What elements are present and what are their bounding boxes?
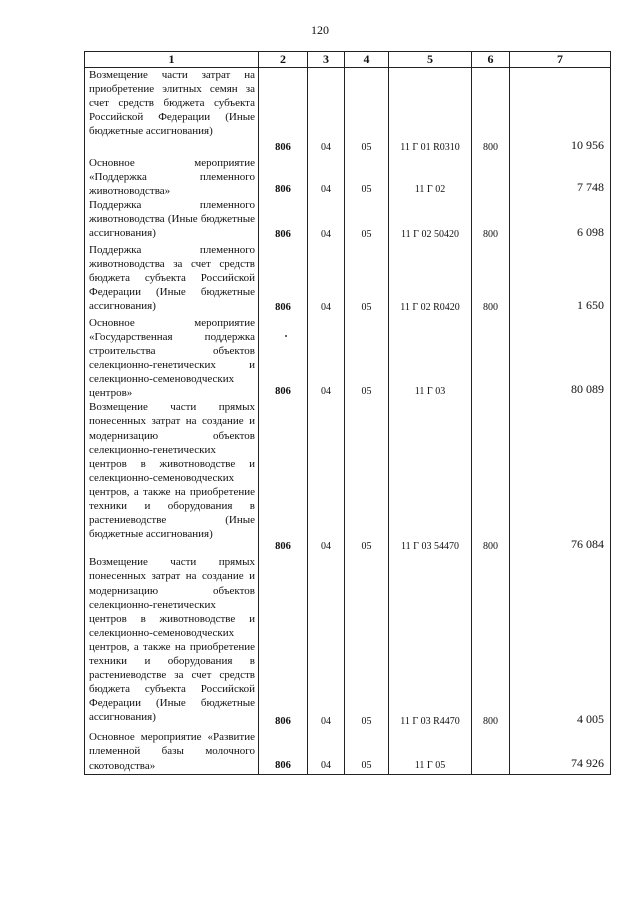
table-row xyxy=(85,555,611,730)
header-row xyxy=(85,52,611,68)
header-col-6: 6 xyxy=(472,52,510,68)
row-expense-type xyxy=(472,316,510,401)
row-subsection-code: 05 xyxy=(345,68,389,156)
row-subsection-code: 05 xyxy=(345,243,389,316)
row-expense-type xyxy=(472,730,510,774)
row-amount: 76 084 xyxy=(510,400,611,555)
row-name: Основное мероприятие «Поддержка племенного животноводства» xyxy=(85,156,259,198)
row-subsection-code: 05 xyxy=(345,198,389,243)
scan-speck xyxy=(285,335,287,337)
row-name: Возмещение части затрат на приобретение элитных семян за счет средств бюджета субъекта Российской Федерации (Иные бюджетные ассигнования) xyxy=(85,68,259,156)
row-ministry-code: 806 xyxy=(259,156,308,198)
row-target-code: 11 Г 02 xyxy=(389,156,472,198)
row-expense-type: 800 xyxy=(472,243,510,316)
row-ministry-code: 806 xyxy=(259,316,308,401)
row-name: Основное мероприятие «Государственная поддержка строительства объектов селекционно-генетических и селекционно-семеноводческих центров» xyxy=(85,316,259,401)
row-amount: 7 748 xyxy=(510,156,611,198)
row-ministry-code: 806 xyxy=(259,730,308,774)
row-expense-type: 800 xyxy=(472,68,510,156)
row-subsection-code: 05 xyxy=(345,156,389,198)
row-ministry-code: 806 xyxy=(259,400,308,555)
row-name: Основное мероприятие «Развитие племенной базы молочного скотоводства» xyxy=(85,730,259,774)
row-amount: 6 098 xyxy=(510,198,611,243)
row-subsection-code: 05 xyxy=(345,316,389,401)
row-ministry-code: 806 xyxy=(259,555,308,730)
row-name: Возмещение части прямых понесенных затрат на создание и модернизацию объектов селекционно-генетических центров в животноводстве и селекционно-семеноводческих центров, а также на приобретение техники и оборудования в растениеводстве (Иные бюджетные ассигнования) xyxy=(85,400,259,555)
table-row xyxy=(85,68,611,156)
row-amount: 4 005 xyxy=(510,555,611,730)
row-section-code: 04 xyxy=(308,198,345,243)
row-section-code: 04 xyxy=(308,555,345,730)
row-subsection-code: 05 xyxy=(345,400,389,555)
row-section-code: 04 xyxy=(308,243,345,316)
row-expense-type: 800 xyxy=(472,400,510,555)
row-target-code: 11 Г 02 50420 xyxy=(389,198,472,243)
row-amount: 80 089 xyxy=(510,316,611,401)
page-number: 120 xyxy=(311,23,329,37)
header-col-5: 5 xyxy=(389,52,472,68)
budget-table xyxy=(84,51,611,775)
header-col-1: 1 xyxy=(85,52,259,68)
row-section-code: 04 xyxy=(308,156,345,198)
row-amount: 1 650 xyxy=(510,243,611,316)
header-col-3: 3 xyxy=(308,52,345,68)
row-target-code: 11 Г 01 R0310 xyxy=(389,68,472,156)
row-ministry-code: 806 xyxy=(259,198,308,243)
table-row xyxy=(85,316,611,401)
row-target-code: 11 Г 05 xyxy=(389,730,472,774)
table-row xyxy=(85,156,611,198)
row-amount: 74 926 xyxy=(510,730,611,774)
row-ministry-code: 806 xyxy=(259,243,308,316)
row-amount: 10 956 xyxy=(510,68,611,156)
row-subsection-code: 05 xyxy=(345,555,389,730)
row-expense-type xyxy=(472,156,510,198)
row-name: Поддержка племенного животноводства (Иные бюджетные ассигнования) xyxy=(85,198,259,243)
row-name: Возмещение части прямых понесенных затрат на создание и модернизацию объектов селекционно-генетических центров в животноводстве и селекционно-семеноводческих центров, а также на приобретение техники и оборудования в растениеводстве за счет средств бюджета субъекта Российской Федерации (Иные бюджетные ассигнования) xyxy=(85,555,259,730)
header-col-7: 7 xyxy=(510,52,611,68)
header-col-2: 2 xyxy=(259,52,308,68)
row-subsection-code: 05 xyxy=(345,730,389,774)
row-target-code: 11 Г 03 54470 xyxy=(389,400,472,555)
row-expense-type: 800 xyxy=(472,198,510,243)
table-row xyxy=(85,198,611,243)
row-target-code: 11 Г 02 R0420 xyxy=(389,243,472,316)
row-expense-type: 800 xyxy=(472,555,510,730)
row-ministry-code: 806 xyxy=(259,68,308,156)
header-col-4: 4 xyxy=(345,52,389,68)
table-row xyxy=(85,730,611,774)
row-target-code: 11 Г 03 R4470 xyxy=(389,555,472,730)
row-section-code: 04 xyxy=(308,730,345,774)
row-section-code: 04 xyxy=(308,400,345,555)
row-section-code: 04 xyxy=(308,68,345,156)
row-target-code: 11 Г 03 xyxy=(389,316,472,401)
row-section-code: 04 xyxy=(308,316,345,401)
table-row xyxy=(85,243,611,316)
table-row xyxy=(85,400,611,555)
row-name: Поддержка племенного животноводства за счет средств бюджета субъекта Российской Федерации (Иные бюджетные ассигнования) xyxy=(85,243,259,316)
